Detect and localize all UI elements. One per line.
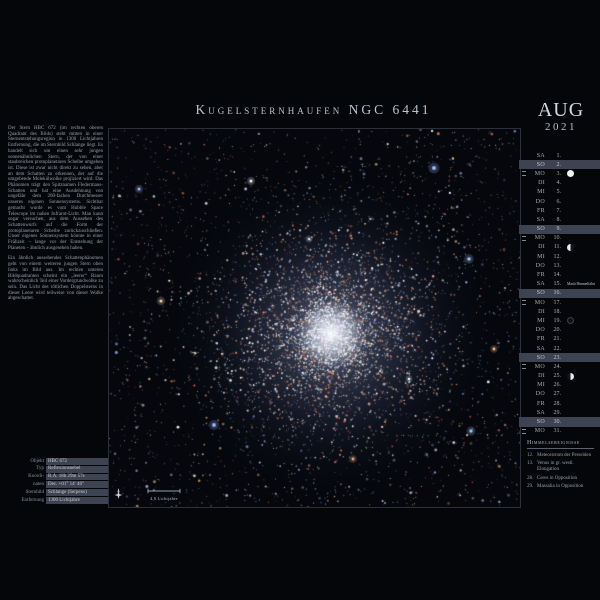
calendar-day-row — [519, 169, 600, 178]
object-table-row — [8, 466, 108, 473]
calendar-day-row — [519, 188, 600, 197]
month-label: AUG — [537, 99, 585, 121]
day-abbreviation: SO — [536, 161, 545, 168]
object-table-value: Schlange (Serpens) — [46, 489, 108, 496]
calendar-day-row — [519, 298, 600, 307]
event-item — [527, 453, 594, 459]
day-number: 28. — [553, 400, 561, 407]
calendar-day-row — [519, 197, 600, 206]
moon-phase-last_quarter-icon — [567, 244, 574, 251]
article-paragraph-2: Ein ähnlich aussehendes Schattenphänomen geht von einem weiteren jungen Stern oben links im Bild aus. Im rechten unteren Bildquadranten scheint ein „leerer“ Raum wahrscheinlich Teil einer Vordergrundwolke zu sein. Das Licht des rötlichen Doppelsterns in dieser Leere wird teilweise von dieser Wolke abgeschattet. — [8, 256, 103, 302]
day-number: 20. — [553, 327, 561, 334]
day-number: 10. — [553, 235, 561, 242]
moon-phase-new-icon — [567, 317, 574, 324]
calendar-day-row — [519, 225, 600, 234]
events-panel — [527, 440, 594, 493]
calendar-day-row — [519, 215, 600, 224]
day-extra — [561, 282, 600, 286]
day-abbreviation: MO — [534, 170, 545, 177]
object-table-label: naten — [33, 481, 44, 487]
calendar-day-row — [519, 353, 600, 362]
day-extra — [561, 317, 600, 324]
week-start-marker-icon — [522, 364, 526, 369]
day-abbreviation: SA — [536, 345, 545, 352]
object-table-row — [8, 481, 108, 488]
day-abbreviation: MO — [534, 363, 545, 370]
event-text: Meteorstrom der Perseiden — [537, 452, 592, 458]
event-item — [527, 461, 594, 473]
day-number: 17. — [553, 299, 561, 306]
article-paragraph-1: Der Stern HBC 672 (im rechten oberen Quadrant des Bilds) steht mitten in einer Sternentstehungsregion in 1300 Lichtjahren Entfernung, die im Sternbild Schlange liegt. Es handelt sich um einen sehr jungen sonnenähnlichen Stern, der von einer staubreichen protoplanetaren Scheibe umgeben ist. Diese ist zwar nicht direkt zu sehen, aber an dem Schatten zu erkennen, der auf die umgebende Molekülwolke projiziert wird. Das Phänomen trägt den Spitznamen Fledermaus-Schatten und hat eine Ausdehnung von ungefähr dem 200-fachen Durchmesser unseres eigenen Sonnensystems. Sichtbar gemacht wurde es vom Hubble Space Telescope im nahen Infrarot-Licht. Man kann sogar versuchen, aus dem Aussehen des Schattenwurfs auf die Form der protoplanetaren Scheibe zurückzuschließen. Unser eigenes Sonnensystem könnte in einer Frühzeit – lange vor der Entstehung der Planeten – ähnlich ausgesehen haben. — [8, 126, 103, 251]
week-start-marker-icon — [522, 171, 526, 176]
day-number: 9. — [556, 226, 561, 233]
scale-label: 4,5 Lichtjahre — [150, 496, 178, 501]
event-text: Massalia in Opposition — [537, 484, 584, 489]
calendar-day-row — [519, 151, 600, 160]
day-extra — [561, 170, 600, 177]
article-text — [8, 126, 103, 307]
compass-icon — [113, 488, 124, 502]
day-number: 23. — [553, 354, 561, 361]
day-abbreviation: DI — [538, 180, 545, 187]
day-extra — [561, 244, 600, 251]
day-abbreviation: DO — [535, 262, 545, 269]
event-text: Venus in gr. westl. Elongation — [537, 461, 574, 472]
calendar-day-row — [519, 280, 600, 289]
day-number: 26. — [553, 382, 561, 389]
week-marker-slot — [522, 300, 529, 305]
month-year-block — [524, 99, 598, 133]
day-abbreviation: SA — [536, 216, 545, 223]
calendar-day-row — [519, 270, 600, 279]
events-list — [527, 453, 594, 491]
day-number: 16. — [553, 290, 561, 297]
day-number: 25. — [553, 373, 561, 380]
object-table-value: Dec. +01° 14′ 46″ — [46, 481, 108, 488]
calendar-day-row — [519, 427, 600, 436]
day-number: 5. — [556, 189, 561, 196]
week-marker-slot — [522, 364, 529, 369]
page-title: Kugelsternhaufen NGC 6441 — [195, 102, 432, 117]
day-abbreviation: DI — [538, 373, 545, 380]
week-marker-slot — [522, 429, 529, 434]
calendar-day-row — [519, 316, 600, 325]
calendar — [519, 151, 600, 436]
object-table-label: Entfernung — [21, 497, 44, 503]
day-abbreviation: SO — [536, 290, 545, 297]
day-number: 15. — [553, 281, 561, 288]
calendar-day-row — [519, 335, 600, 344]
calendar-day-row — [519, 381, 600, 390]
day-number: 12. — [553, 253, 561, 260]
calendar-day-row — [519, 261, 600, 270]
calendar-day-row — [519, 399, 600, 408]
event-item — [527, 476, 594, 482]
year-label: 2021 — [545, 121, 577, 133]
object-data-table — [8, 458, 108, 505]
calendar-day-row — [519, 390, 600, 399]
moon-phase-full-icon — [567, 170, 574, 177]
object-table-row — [8, 497, 108, 504]
object-table-row — [8, 489, 108, 496]
day-number: 31. — [553, 428, 561, 435]
day-number: 11. — [553, 244, 561, 251]
day-abbreviation: DO — [535, 198, 545, 205]
holiday-note: Mariä Himmelfahrt — [567, 282, 596, 287]
event-text: Ceres in Opposition — [537, 475, 577, 481]
day-number: 22. — [553, 345, 561, 352]
day-abbreviation: FR — [537, 336, 545, 343]
object-table-row — [8, 458, 108, 465]
day-number: 3. — [556, 170, 561, 177]
day-abbreviation: DI — [538, 308, 545, 315]
day-number: 4. — [556, 180, 561, 187]
calendar-day-row — [519, 234, 600, 243]
day-number: 1. — [556, 152, 561, 159]
day-abbreviation: FR — [537, 400, 545, 407]
calendar-day-row — [519, 252, 600, 261]
day-abbreviation: SA — [536, 152, 545, 159]
day-abbreviation: DI — [538, 244, 545, 251]
calendar-day-row — [519, 408, 600, 417]
starfield-image — [109, 129, 520, 507]
calendar-day-row — [519, 362, 600, 371]
day-number: 14. — [553, 272, 561, 279]
scale-line — [147, 488, 181, 494]
object-table-value: R.A. 18h 29m 57s — [46, 474, 108, 481]
day-extra — [561, 373, 600, 380]
object-table-label: Typ — [36, 466, 44, 472]
event-day: 29. — [527, 484, 534, 489]
object-table-value: 1300 Lichtjahre — [46, 497, 108, 504]
week-marker-slot — [522, 171, 529, 176]
day-number: 13. — [553, 262, 561, 269]
day-number: 30. — [553, 419, 561, 426]
week-marker-slot — [522, 236, 529, 241]
day-number: 7. — [556, 207, 561, 214]
day-abbreviation: MI — [537, 253, 545, 260]
day-number: 18. — [553, 308, 561, 315]
week-start-marker-icon — [522, 236, 526, 241]
calendar-day-row — [519, 344, 600, 353]
day-number: 19. — [553, 317, 561, 324]
day-abbreviation: SO — [536, 354, 545, 361]
day-number: 8. — [556, 216, 561, 223]
day-abbreviation: MO — [534, 428, 545, 435]
moon-phase-first_quarter-icon — [567, 373, 574, 380]
object-table-label: Objekt — [30, 458, 44, 464]
object-table-label: Koordi- — [28, 474, 44, 480]
event-day: 12. — [527, 452, 534, 458]
day-number: 2. — [556, 161, 561, 168]
event-item — [527, 484, 594, 490]
calendar-day-row — [519, 289, 600, 298]
day-number: 24. — [553, 363, 561, 370]
day-abbreviation: MI — [537, 189, 545, 196]
day-number: 29. — [553, 409, 561, 416]
day-abbreviation: MI — [537, 317, 545, 324]
day-abbreviation: SO — [536, 226, 545, 233]
calendar-day-row — [519, 372, 600, 381]
event-day: 13. — [527, 461, 534, 466]
day-abbreviation: SA — [536, 409, 545, 416]
day-abbreviation: FR — [537, 272, 545, 279]
event-day: 28. — [527, 475, 534, 481]
object-table-value: HBC 672 — [46, 458, 108, 465]
object-table-label: Sternbild — [25, 489, 44, 495]
calendar-day-row — [519, 160, 600, 169]
calendar-day-row — [519, 243, 600, 252]
calendar-day-row — [519, 206, 600, 215]
object-table-row — [8, 474, 108, 481]
calendar-day-row — [519, 307, 600, 316]
object-table-value: Reflexionsnebel — [46, 466, 108, 473]
day-abbreviation: SA — [536, 281, 545, 288]
calendar-day-row — [519, 417, 600, 426]
day-number: 6. — [556, 198, 561, 205]
day-abbreviation: FR — [537, 207, 545, 214]
day-abbreviation: MO — [534, 299, 545, 306]
day-abbreviation: DO — [535, 327, 545, 334]
week-start-marker-icon — [522, 429, 526, 434]
day-abbreviation: SO — [536, 419, 545, 426]
day-number: 27. — [553, 391, 561, 398]
astro-photo-frame — [108, 128, 521, 508]
day-abbreviation: DO — [535, 391, 545, 398]
week-start-marker-icon — [522, 300, 526, 305]
calendar-day-row — [519, 326, 600, 335]
day-abbreviation: MO — [534, 235, 545, 242]
day-number: 21. — [553, 336, 561, 343]
day-abbreviation: MI — [537, 382, 545, 389]
events-heading: Himmelsereignisse — [527, 440, 594, 449]
calendar-day-row — [519, 179, 600, 188]
scale-bar — [109, 481, 199, 507]
